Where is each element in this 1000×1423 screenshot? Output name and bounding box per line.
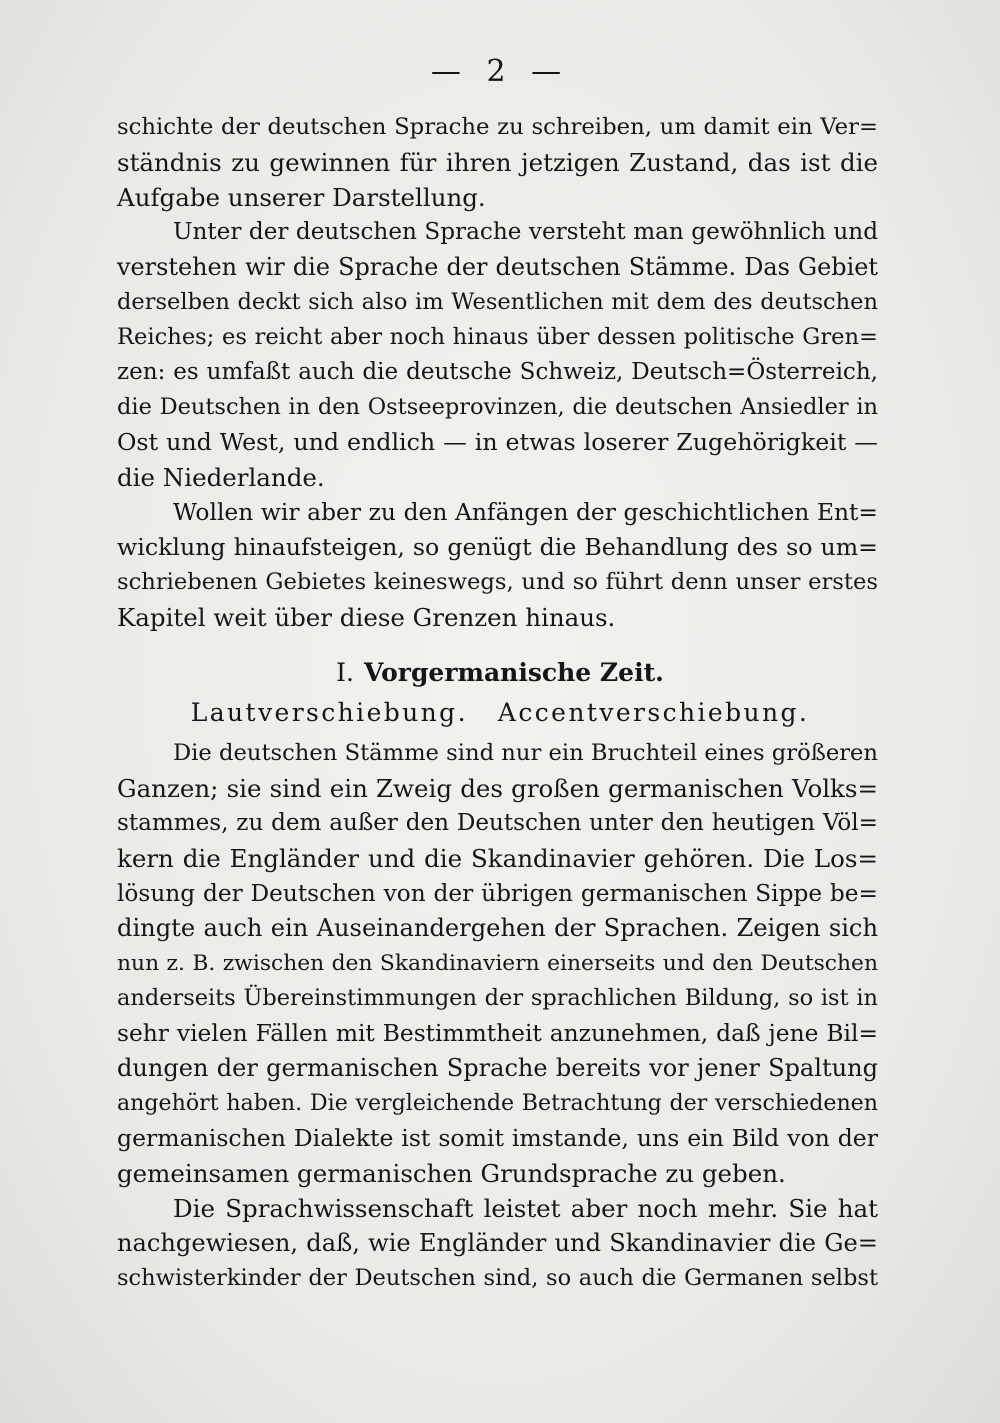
text-line: Ganzen; sie sind ein Zweig des großen germanischen Volks= [117,774,878,803]
text-block-bottom [117,736,878,1296]
text-line: Unter der deutschen Sprache versteht man gewöhnlich und [173,219,878,245]
text-line: stammes, zu dem außer den Deutschen unter den heutigen Völ= [117,810,878,836]
text-line: zen: es umfaßt auch die deutsche Schweiz, Deutsch=Österreich, [117,359,878,385]
text-line: germanischen Dialekte ist somit imstande, uns ein Bild von der [117,1124,878,1152]
text-line: die Deutschen in den Ostseeprovinzen, die deutschen Ansiedler in [117,394,878,420]
text-line: dungen der germanischen Sprache bereits vor jener Spaltung [117,1054,878,1082]
text-line: gemeinsamen germanischen Grundsprache zu geben. [117,1159,786,1188]
subtitle-accentverschiebung: Accentverschiebung. [497,698,810,727]
text-line: angehört haben. Die vergleichende Betrachtung der verschiedenen [117,1090,878,1116]
text-line: Reiches; es reicht aber noch hinaus über dessen politische Gren= [117,324,878,350]
text-line: schwisterkinder der Deutschen sind, so auch die Germanen selbst [117,1265,878,1291]
text-line: Die deutschen Stämme sind nur ein Bruchteil eines größeren [173,740,878,766]
text-line: die Niederlande. [117,463,325,492]
text-line: Kapitel weit über diese Grenzen hinaus. [117,603,616,632]
page-number: — 2 — [430,54,570,89]
text-line: anderseits Übereinstimmungen der sprachlichen Bildung, so ist in [117,985,878,1011]
text-line: dingte auch ein Auseinandergehen der Sprachen. Zeigen sich [117,914,878,942]
text-line: Die Sprachwissenschaft leistet aber noch mehr. Sie hat [173,1194,878,1223]
text-line: nun z. B. zwischen den Skandinaviern einerseits und den Deutschen [117,951,878,976]
text-line: wicklung hinaufsteigen, so genügt die Behandlung des so um= [117,533,878,561]
text-line: derselben deckt sich also im Wesentlichen mit dem des deutschen [117,289,878,315]
text-line: Aufgabe unserer Darstellung. [117,183,486,212]
section-heading [0,653,1000,693]
text-line: verstehen wir die Sprache der deutschen Stämme. Das Gebiet [117,253,878,281]
text-block-top [117,110,878,635]
text-line: schichte der deutschen Sprache zu schreiben, um damit ein Ver= [117,114,878,140]
text-line: nachgewiesen, daß, wie Engländer und Skandinavier die Ge= [117,1229,878,1257]
section-title: Vorgermanische Zeit. [364,658,664,687]
section-subtitle [0,693,1000,733]
text-line: lösung der Deutschen von der übrigen germanischen Sippe be= [117,880,878,907]
text-line: Ost und West, und endlich — in etwas loserer Zugehörigkeit — [117,428,878,456]
section-number: I. [336,658,354,687]
text-line: schriebenen Gebietes keineswegs, und so führt denn unser erstes [117,569,878,595]
subtitle-lautverschiebung: Lautverschiebung. [190,698,468,727]
text-line: sehr vielen Fällen mit Bestimmtheit anzunehmen, daß jene Bil= [117,1019,878,1047]
text-line: ständnis zu gewinnen für ihren jetzigen Zustand, das ist die [117,148,878,177]
text-line: Wollen wir aber zu den Anfängen der geschichtlichen Ent= [173,498,878,526]
text-line: kern die Engländer und die Skandinavier gehören. Die Los= [117,844,878,873]
